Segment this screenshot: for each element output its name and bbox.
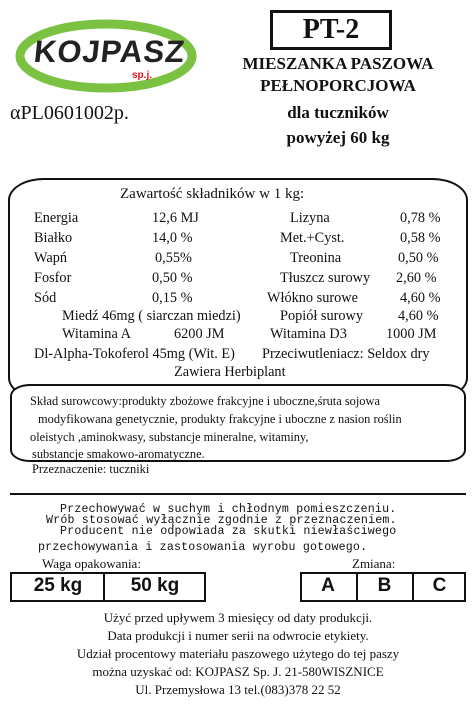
logo-wordmark: KOJPASZ [32,34,188,69]
ingredient-name: Witamina D3 [270,326,347,342]
ingredient-name: Lizyna [290,210,330,226]
ingredient-name: Wapń [34,250,67,266]
ingredient-name: Treonina [290,250,342,266]
ingredient-value: 0,78 % [400,210,441,226]
herbiplant-line: Zawiera Herbiplant [174,364,286,380]
ingredient-value: 12,6 MJ [152,210,199,226]
weight-label: Waga opakowania: [42,556,141,571]
footer-line: można uzyskać od: KOJPASZ Sp. J. 21-580WISZNICE [92,664,384,679]
composition-line: oleistych ,aminokwasy, substancje mineralne, witaminy, [30,430,309,444]
ingredient-name: Energia [34,210,79,226]
storage-line: Przechowywać w suchym i chłodnym pomieszczeniu. [60,503,397,516]
ingredient-name: Popiół surowy [280,308,364,324]
ingredient-value: 6200 JM [174,326,225,342]
ingredient-name: Fosfor [34,270,72,286]
ingredient-name: Witamina A [62,326,131,342]
ingredient-value: 1000 JM [386,326,437,342]
ingredient-value: 4,60 % [400,290,441,306]
ingredient-name: Białko [34,230,73,246]
weight-option: 25 kg [33,575,83,596]
storage-line: Wrób stosować wyłącznie zgodnie z przeznaczeniem. [46,514,397,527]
change-option: B [377,575,392,596]
storage-line: przechowywania i zastosowania wyrobu gotowego. [38,541,368,554]
weight-option: 50 kg [130,575,180,596]
antioxidant-line: Przeciwutleniacz: Seldox dry [262,346,430,362]
product-code: αPL0601002p. [10,102,129,124]
ingredients-header: Zawartość składników w 1 kg: [120,186,305,202]
ingredient-value: 0,50 % [152,270,193,286]
footer-line: Udział procentowy materiału paszowego użytego do tej paszy [76,646,400,661]
storage-line: Producent nie odpowiada za skutki niewłaściwego [60,525,397,538]
ingredient-name: Włókno surowe [267,290,358,306]
ingredient-name: Sód [34,290,57,306]
logo-suffix: sp.j. [132,70,153,81]
ingredient-value: 0,55% [155,250,192,266]
purpose-line: Przeznaczenie: tuczniki [32,462,150,476]
ingredient-value: 14,0 % [152,230,193,246]
ingredient-value: 2,60 % [396,270,437,286]
ingredient-value: 4,60 % [398,308,439,324]
copper-line: Miedź 46mg ( siarczan miedzi) [62,308,241,324]
ingredient-value: 0,15 % [152,290,193,306]
ingredient-name: Met.+Cyst. [280,230,345,246]
ingredient-name: Tłuszcz surowy [280,270,371,286]
title-line-4: powyżej 60 kg [286,128,390,147]
footer-line: Data produkcji i numer serii na odwrocie etykiety. [107,628,369,643]
title-line-2: PEŁNOPORCJOWA [260,76,416,95]
change-option: A [321,575,335,596]
ingredient-value: 0,50 % [398,250,439,266]
tocopherol-line: Dl-Alpha-Tokoferol 45mg (Wit. E) [34,346,235,362]
ingredient-value: 0,58 % [400,230,441,246]
change-label: Zmiana: [352,556,396,571]
title-line-1: MIESZANKA PASZOWA [242,54,434,73]
footer-line: Użyć przed upływem 3 miesięcy od daty produkcji. [103,610,373,625]
composition-line: Skład surowcowy:produkty zbożowe frakcyjne i uboczne,śruta sojowa [30,394,380,408]
divider [10,493,466,495]
composition-line: substancje smakowo-aromatyczne. [32,447,205,461]
composition-line: modyfikowana genetycznie, produkty frakcyjne i uboczne z nasion roślin [38,412,402,426]
change-option: C [432,575,447,596]
product-code-box: PT-2 [270,10,392,50]
title-line-3: dla tuczników [287,103,389,122]
footer-line: Ul. Przemysłowa 13 tel.(083)378 22 52 [135,682,341,697]
